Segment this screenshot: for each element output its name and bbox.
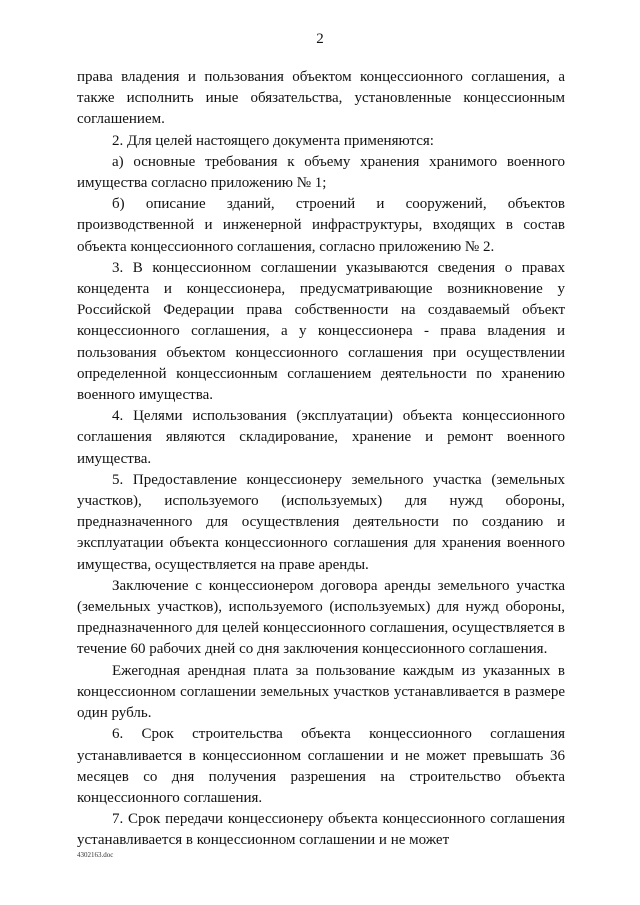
- paragraph-lease-agreement: Заключение с концессионером договора аренды земельного участка (земельных участков), используемого (используемых) для нужд обороны, предназначенного для целей концессионного соглашения, осуществляется в течение 60 рабочих дней со дня заключения концессионного соглашения.: [77, 577, 565, 658]
- footer-filename: 4302163.doc: [77, 851, 114, 859]
- page-number: 2: [316, 31, 324, 47]
- paragraph-continuation: права владения и пользования объектом концессионного соглашения, а также исполнить иные обязательства, установленные концессионным соглашением.: [77, 69, 565, 128]
- paragraph-item-6: 6. Срок строительства объекта концессионного соглашения устанавливается в концессионном соглашении и не может превышать 36 месяцев со дня получения разрешения на строительство объекта концессионного соглашения.: [77, 726, 565, 806]
- paragraph-item-5: 5. Предоставление концессионеру земельного участка (земельных участков), используемого (используемых) для нужд обороны, предназначенного для осуществления деятельности по созданию и эксплуатации объекта концессионного соглашения для хранения военного имущества, осуществляется на праве аренды.: [77, 471, 565, 573]
- paragraph-annual-rent: Ежегодная арендная плата за пользование каждым из указанных в концессионном соглашении земельных участков устанавливается в размере один рубль.: [77, 662, 565, 722]
- paragraph-item-4: 4. Целями использования (эксплуатации) объекта концессионного соглашения являются складирование, хранение и ремонт военного имущества.: [77, 408, 565, 467]
- paragraph-item-2a: а) основные требования к объему хранения хранимого военного имущества согласно приложению № 1;: [77, 153, 565, 192]
- paragraph-item-7: 7. Срок передачи концессионеру объекта концессионного соглашения устанавливается в концессионном соглашении и не может: [77, 811, 565, 849]
- paragraph-item-3: 3. В концессионном соглашении указываются сведения о правах концедента и концессионера, предусматривающие возникновение у Российской Федерации права собственности на создаваемый объект концессионного соглашения, а у концессионера - права владения и пользования объектом концессионного соглашения при осуществлении определенной концессионным соглашением деятельности по хранению военного имущества.: [77, 259, 565, 404]
- document-body: [77, 67, 565, 852]
- paragraph-item-2: 2. Для целей настоящего документа применяются:: [112, 132, 434, 149]
- paragraph-item-2b: б) описание зданий, строений и сооружений, объектов производственной и инженерной инфраструктуры, входящих в состав объекта концессионного соглашения, согласно приложению № 2.: [77, 196, 565, 255]
